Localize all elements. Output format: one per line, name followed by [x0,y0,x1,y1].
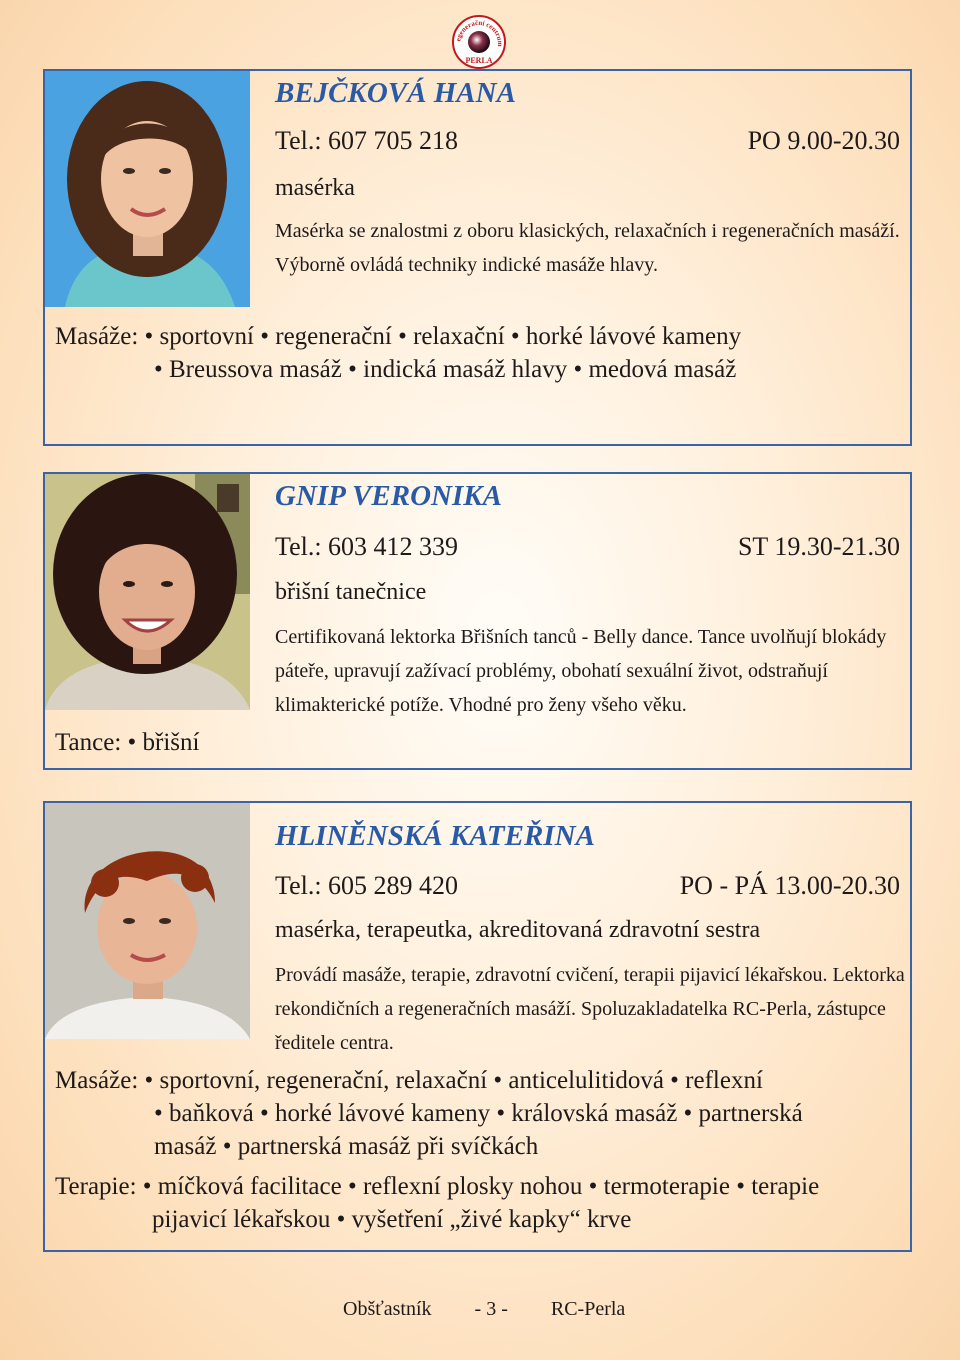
therapies-line: • míčková facilitace • reflexní plosky nohou • termoterapie • terapie [142,1173,820,1200]
portrait-photo [45,71,250,307]
services-list [55,1064,803,1163]
services-label: Tance: [55,729,122,756]
services-label: Masáže: [55,323,139,350]
therapies-list [55,1170,819,1236]
perla-logo [451,14,507,70]
services-label: Masáže: [55,1067,139,1094]
portrait-photo [45,803,250,1039]
footer-publication: Obšťastník [343,1298,432,1320]
description: Provádí masáže, terapie, zdravotní cvičení, terapii pijavicí lékařskou. Lektorka rekondičních a regeneračních masáží. Spoluzakladatelka RC-Perla, zástupce ředitele centra. [275,964,905,1054]
services-list [55,726,199,759]
portrait-photo [45,474,250,710]
footer-brand: RC-Perla [550,1298,626,1320]
services-line: masáž • partnerská masáž při svíčkách [154,1133,539,1160]
phone-number: Tel.: 607 705 218 [275,126,459,155]
employee-name: HLINĚNSKÁ KATEŘINA [275,820,595,852]
working-hours: PO 9.00-20.30 [747,126,900,155]
phone-number: Tel.: 605 289 420 [275,871,459,900]
description: Certifikovaná lektorka Břišních tanců - Belly dance. Tance uvolňují blokády páteře, upravují zažívací problémy, obohatí sexuální život, odstraňují klimakterické potíže. Vhodné pro ženy všeho věku. [275,626,887,716]
logo-bottom-text: PERLA [465,56,493,65]
services-line: • baňková • horké lávové kameny • královská masáž • partnerská [154,1100,803,1127]
therapies-label: Terapie: [55,1173,137,1200]
working-hours: PO - PÁ 13.00-20.30 [679,871,900,900]
description: Masérka se znalostmi z oboru klasických, relaxačních i regeneračních masáží. Výborně ovládá techniky indické masáže hlavy. [275,220,900,276]
employee-name: BEJČKOVÁ HANA [275,77,516,109]
therapies-line: pijavicí lékařskou • vyšetření „živé kapky“ krve [152,1206,632,1233]
services-line: • Breussova masáž • indická masáž hlavy • medová masáž [154,356,737,383]
services-line: • břišní [127,729,200,756]
job-role: břišní tanečnice [275,579,427,605]
profile-card-bejckova [43,69,912,446]
page-footer [343,1298,663,1321]
employee-name: GNIP VERONIKA [275,480,502,512]
profile-card-gnip [43,472,912,770]
working-hours: ST 19.30-21.30 [737,532,900,561]
profile-card-hlinenska [43,801,912,1252]
logo-top-text: egenerační centrum [454,18,505,47]
phone-number: Tel.: 603 412 339 [275,532,459,561]
services-line: • sportovní • regenerační • relaxační • horké lávové kameny [144,323,742,350]
job-role: masérka, terapeutka, akreditovaná zdravotní sestra [275,917,761,943]
services-list [55,320,741,386]
services-line: • sportovní, regenerační, relaxační • anticelulitidová • reflexní [144,1067,763,1094]
page-number: - 3 - [474,1298,508,1320]
job-role: masérka [275,175,355,201]
